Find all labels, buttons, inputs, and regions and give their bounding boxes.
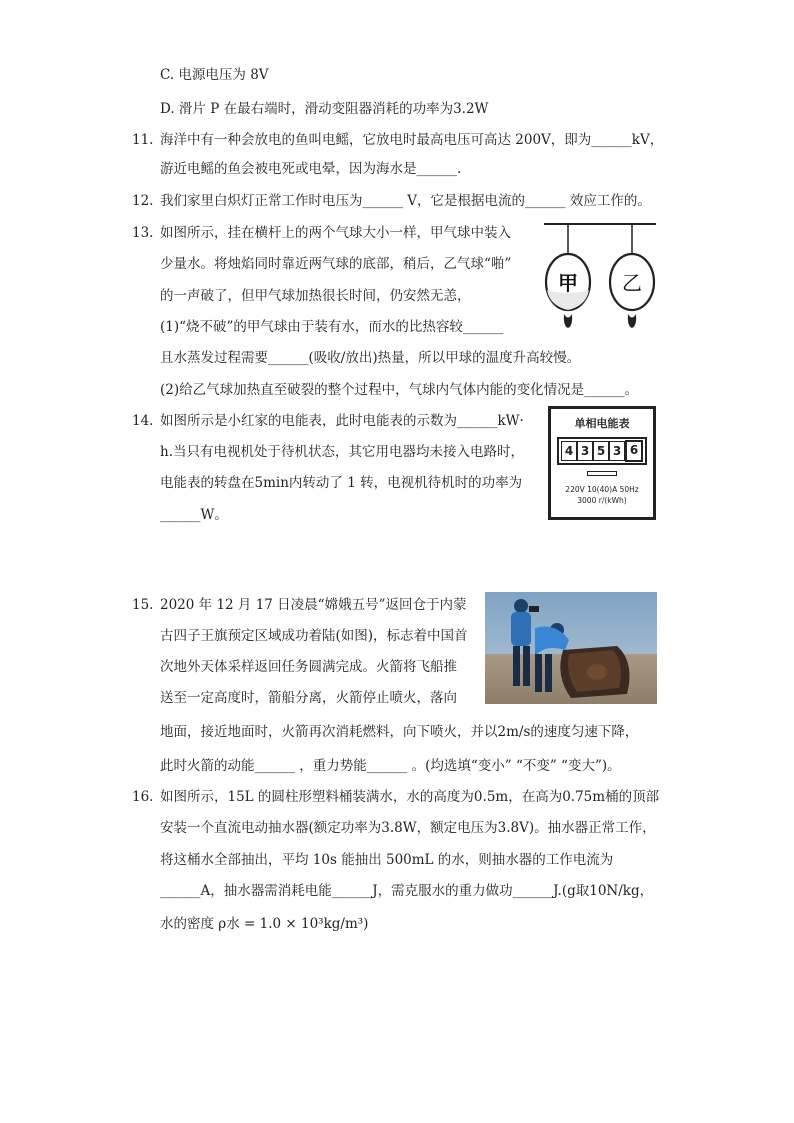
q14-line3: 电能表的转盘在5min内转动了 1 转，电视机待机时的功率为 — [160, 475, 523, 491]
q14-line4: ______W。 — [160, 507, 228, 523]
q13-line6: (2)给乙气球加热直至破裂的整个过程中，气球内气体内能的变化情况是______。 — [160, 382, 639, 398]
q16-line2: 安装一个直流电动抽水器(额定功率为3.8W，额定电压为3.8V)。抽水器正常工作， — [160, 820, 656, 836]
q13-line5: 且水蒸发过程需要______(吸收/放出)热量，所以甲球的温度升高较慢。 — [160, 350, 581, 366]
q16-line5: 水的密度 ρ水 = 1.0 × 10³kg/m³) — [160, 916, 369, 932]
balloon-label-jia: 甲 — [558, 271, 578, 295]
q15-line5: 地面，接近地面时，火箭再次消耗燃料，向下喷火，并以2m/s的速度匀速下降， — [160, 724, 639, 740]
meter-digit: 5 — [593, 441, 609, 461]
q11-line2: 游近电鳐的鱼会被电死或电晕，因为海水是______. — [160, 161, 462, 177]
option-c: C. 电源电压为 8V — [160, 67, 269, 83]
q12-line1: 我们家里白炽灯正常工作时电压为______ V，它是根据电流的______ 效应工作的。 — [160, 193, 651, 209]
q15-line4: 送至一定高度时，箭船分离，火箭停止喷火，落向 — [160, 690, 457, 706]
q15-line3: 次地外天体采样返回任务圆满完成。火箭将飞船推 — [160, 659, 457, 675]
balloon-figure — [540, 218, 660, 336]
q16-line4: ______A，抽水器需消耗电能______J，需克服水的重力做功______J.(g取10N/kg， — [160, 883, 654, 899]
person-photographer — [511, 612, 531, 646]
meter-digit: 4 — [561, 441, 577, 461]
q13-number: 13. — [132, 225, 154, 241]
q14-line2: h.当只有电视机处于待机状态，其它用电器均未接入电路时， — [160, 444, 524, 460]
q14-number: 14. — [132, 413, 154, 429]
q13-line4: (1)“烧不破”的甲气球由于装有水，而水的比热容较______ — [160, 319, 504, 335]
meter-digit-decimal: 6 — [625, 440, 643, 462]
q16-number: 16. — [132, 789, 154, 805]
meter-digit: 3 — [577, 441, 593, 461]
q16-line3: 将这桶水全部抽出，平均 10s 能抽出 500mL 的水，则抽水器的工作电流为 — [160, 852, 614, 868]
q12-number: 12. — [132, 193, 154, 209]
electric-meter-figure — [548, 406, 656, 520]
q13-line1: 如图所示，挂在横杆上的两个气球大小一样，甲气球中装入 — [160, 225, 511, 241]
candle-flame-right — [628, 314, 636, 328]
q13-line2: 少量水。将烛焰同时靠近两气球的底部，稍后，乙气球“啪” — [160, 256, 512, 272]
q13-line3: 的一声破了，但甲气球加热很长时间，仍安然无恙， — [160, 288, 471, 304]
meter-display — [557, 437, 647, 465]
meter-title: 单相电能表 — [574, 417, 630, 430]
meter-spec-2: 3000 r/(kWh) — [577, 496, 627, 505]
q11-line1: 海洋中有一种会放电的鱼叫电鳐，它放电时最高电压可高达 200V，即为______kV， — [160, 132, 664, 148]
meter-spec-1: 220V 10(40)A 50Hz — [565, 485, 639, 494]
option-d: D. 滑片 P 在最右端时，滑动变阻器消耗的功率为3.2W — [160, 101, 489, 117]
candle-flame-left — [564, 314, 572, 328]
q15-number: 15. — [132, 597, 154, 613]
q15-line1: 2020 年 12 月 17 日凌晨“嫦娥五号”返回仓于内蒙 — [160, 597, 467, 613]
q15-line6: 此时火箭的动能______ ，重力势能______ 。(均选填“变小” “不变” “变大”)。 — [160, 758, 621, 774]
q16-line1: 如图所示，15L 的圆柱形塑料桶装满水，水的高度为0.5m，在高为0.75m桶的顶部 — [160, 789, 660, 805]
meter-digit: 3 — [609, 441, 625, 461]
q11-number: 11. — [132, 132, 154, 148]
q14-line1: 如图所示是小红家的电能表，此时电能表的示数为______kW· — [160, 413, 524, 429]
q15-line2: 古四子王旗预定区域成功着陆(如图)，标志着中国首 — [160, 628, 468, 644]
meter-dial-window — [587, 471, 617, 476]
balloon-label-yi: 乙 — [622, 271, 642, 295]
capsule-landing-photo — [485, 592, 657, 704]
